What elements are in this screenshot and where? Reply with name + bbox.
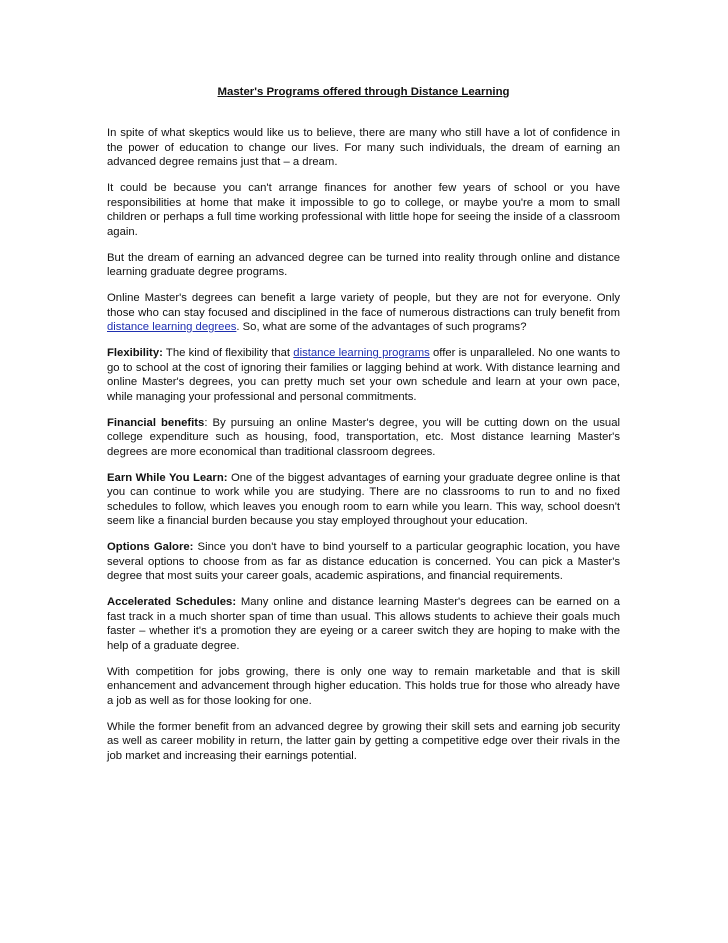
paragraph-financial-benefits — [107, 416, 620, 460]
paragraph-text: . So, what are some of the advantages of such programs? — [236, 321, 527, 333]
paragraph-lead: Options Galore: — [107, 541, 194, 553]
paragraph-text: Online Master's degrees can benefit a large variety of people, but they are not for everyone. Only those who can stay focused and disciplined in the face of numerous distractions can truly benefit from — [107, 292, 620, 319]
paragraph-intro — [107, 126, 620, 170]
paragraph-earn-while-you-learn — [107, 471, 620, 529]
paragraph-dream — [107, 251, 620, 280]
document-page — [107, 84, 620, 775]
paragraph-text: Since you don't have to bind yourself to a particular geographic location, you have several options to choose from as far as distance education is concerned. You can pick a Master's degree that most suits your career goals, academic aspirations, and financial requirements. — [107, 541, 620, 582]
paragraph-text: : By pursuing an online Master's degree, you will be cutting down on the usual college expenditure such as housing, food, transportation, etc. Most distance learning Master's degrees are more economical than traditional classroom degrees. — [107, 416, 620, 458]
paragraph-text: Many online and distance learning Master's degrees can be earned on a fast track in a much shorter span of time than usual. This allows students to achieve their goals much faster – whether it's a promotion they are eyeing or a career switch they are hoping to make with the help of a graduate degree. — [107, 596, 620, 652]
paragraph-lead: Financial benefits — [107, 416, 205, 429]
paragraph-accelerated-schedules — [107, 595, 620, 653]
paragraph-competition — [107, 665, 620, 709]
paragraph-benefit — [107, 291, 620, 335]
paragraph-text: The kind of flexibility that — [162, 347, 294, 359]
paragraph-options-galore — [107, 540, 620, 584]
paragraph-text: One of the biggest advantages of earning your graduate degree online is that you can continue to work while you are studying. There are no classrooms to run to and no fixed schedules to follow, which leaves you enough room to earn while you learn. This way, school doesn't seem like a financial burden because you stay employed throughout your education. — [107, 471, 620, 527]
distance-learning-programs-link[interactable]: distance learning programs — [293, 347, 430, 359]
paragraph-lead: Earn While You Learn: — [107, 471, 228, 484]
paragraph-lead: Flexibility: — [107, 347, 163, 359]
paragraph-text: With competition for jobs growing, there is only one way to remain marketable and that is skill enhancement and advancement through higher education. This holds true for those who already have a job as well as for those looking for one. — [107, 665, 620, 707]
paragraph-text: offer is unparalleled. No one wants to go to school at the cost of ignoring their families or lagging behind at work. With distance learning and online Master's degrees, you can pretty much set your own schedule and learn at your own pace, while managing your professional and personal commitments. — [107, 347, 620, 403]
paragraph-text: It could be because you can't arrange finances for another few years of school or you have responsibilities at home that make it impossible to go to college, or maybe you're a mom to small children or perhaps a full time working professional with little hope for seeing the inside of a classroom again. — [107, 182, 620, 238]
paragraph-flexibility — [107, 346, 620, 404]
paragraph-text: But the dream of earning an advanced degree can be turned into reality through online and distance learning graduate degree programs. — [107, 251, 620, 278]
paragraph-text: While the former benefit from an advanced degree by growing their skill sets and earning job security as well as career mobility in return, the latter gain by getting a competitive edge over their rivals in the job market and increasing their earnings potential. — [107, 720, 620, 762]
paragraph-lead: Accelerated Schedules: — [107, 596, 237, 608]
distance-learning-degrees-link[interactable]: distance learning degrees — [107, 321, 237, 333]
paragraph-text: In spite of what skeptics would like us to believe, there are many who still have a lot of confidence in the power of education to change our lives. For many such individuals, the dream of earning an advanced degree remains just that – a dream. — [107, 127, 620, 168]
document-title: Master's Programs offered through Distance Learning — [217, 86, 510, 98]
paragraph-conclusion — [107, 720, 620, 764]
paragraph-obstacles — [107, 181, 620, 239]
